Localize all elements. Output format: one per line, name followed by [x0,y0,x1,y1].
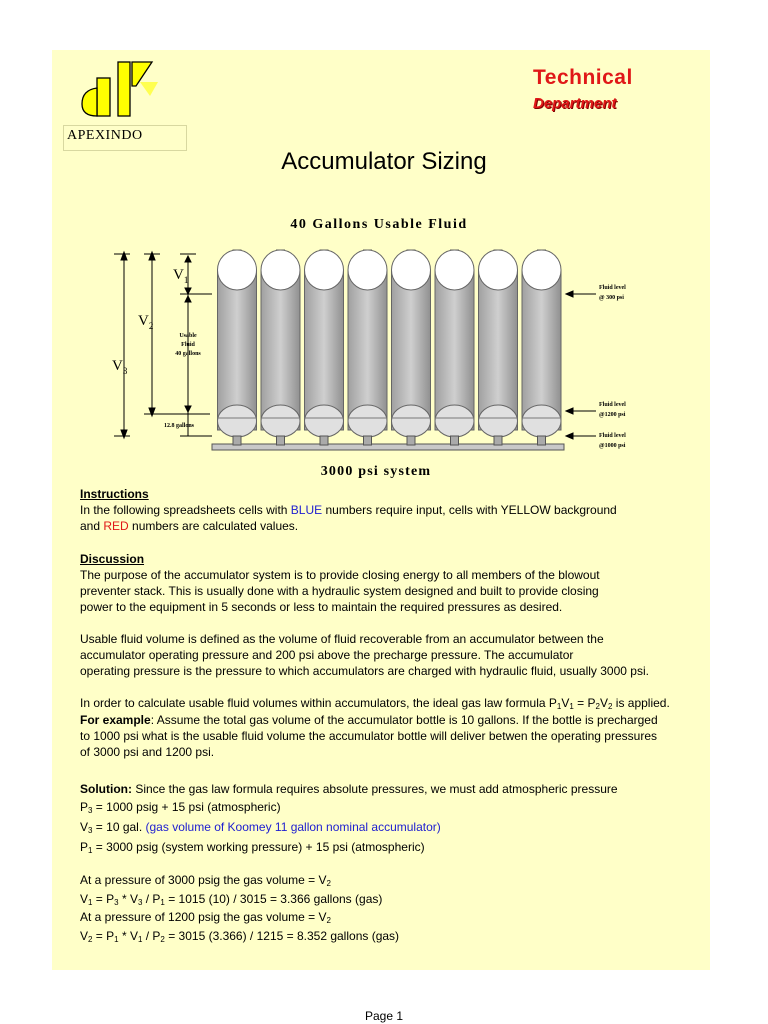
at-3000-line: At a pressure of 3000 psig the gas volume = $V_2$ [80,873,331,888]
p3-line: $P_3 = 1000$ psig + 15 psi (atmospheric) [80,800,281,815]
usable-label-1: Usable [179,333,197,339]
equation-1: $V_1 = P_3 * V_3 / P_1 = 1015$ (10) / 3015 = 3.366 gallons (gas) [80,892,383,907]
accumulator-bottle [261,250,300,445]
page-number: Page 1 [364,1009,404,1023]
solution-line: Solution: Since the gas law formula requires absolute pressures, we must add atmospheric pressure [80,782,618,796]
page-title: Accumulator Sizing [281,148,487,175]
accumulator-bottle [392,250,431,445]
discussion-p2-line-3: operating pressure is the pressure to which accumulators are charged with hydraulic fluid, usually 3000 psi. [80,664,649,678]
technical-label: Technical [533,66,633,89]
accumulator-bottle [435,250,474,445]
example-line-3: of 3000 psi and 1200 psi. [80,745,215,759]
discussion-p2-line-2: accumulator operating pressure and 200 psi above the precharge pressure. The accumulator [80,648,574,662]
fluid-level-1200-label: Fluid level [599,402,626,408]
at-1200-line: At a pressure of 1200 psig the gas volume = $V_2$ [80,910,331,925]
v1-label: $V_1$ [173,267,189,285]
discussion-p1-line-3: power to the equipment in 5 seconds or less to maintain the required pressures as desired. [80,600,563,614]
discussion-p1-line-1: The purpose of the accumulator system is to provide closing energy to all members of the blowout [80,568,600,582]
discussion-section [80,551,700,760]
instructions-line-1: In the following spreadsheets cells with BLUE numbers require input, cells with YELLOW background [80,503,617,517]
accumulator-bottle [479,250,518,445]
v3-line: $V_3 = 10$ gal. (gas volume of Koomey 11 gallon nominal accumulator) [80,820,441,835]
small-gallons-label: 12.8 gallons [164,423,195,429]
solution-section [80,781,700,944]
company-name: APEXINDO [67,128,143,143]
example-line-1: For example: Assume the total gas volume of the accumulator bottle is 10 gallons. If the bottle is precharged [80,713,658,727]
discussion-p1-line-2: preventer stack. This is usually done with a hydraulic system designed and built to provide closing [80,584,599,598]
fluid-level-1000-label: Fluid level [599,433,626,439]
fluid-level-1000-psi: @1000 psi [599,443,626,449]
instructions-heading: Instructions [80,487,149,501]
instructions-section [80,486,700,534]
accumulator-diagram [100,240,660,458]
usable-label-2: Fluid [181,342,195,348]
fluid-level-1200-psi: @1200 psi [599,412,626,418]
p1-line: $P_1 = 3000$ psig (system working pressure) + 15 psi (atmospheric) [80,840,425,855]
department-label: Department [533,95,617,112]
accumulator-bottle [305,250,344,445]
diagram-caption: 3000 psi system [320,464,432,479]
gas-law-line: In order to calculate usable fluid volumes within accumulators, the ideal gas law formula $P_1V_1 = P_2V_2$ is applied. [80,696,670,711]
v3-label: $V_3$ [112,358,128,376]
v2-label: $V_2$ [138,313,154,331]
apexindo-logo [80,60,160,122]
accumulator-bottle [348,250,387,445]
fluid-level-300-label: Fluid level [599,285,626,291]
equation-2: $V_2 = P_1 * V_1 / P_2 = 3015$ (3.366) / 1215 = 8.352 gallons (gas) [80,929,400,944]
instructions-line-2: and RED numbers are calculated values. [80,519,299,533]
usable-label-3: 40 gallons [175,351,201,357]
discussion-p2-line-1: Usable fluid volume is defined as the volume of fluid recoverable from an accumulator between the [80,632,604,646]
accumulator-bottle [522,250,561,445]
accumulator-bottle [218,250,257,445]
fluid-level-300-psi: @ 300 psi [599,295,624,301]
example-line-2: to 1000 psi what is the usable fluid volume the accumulator bottle will deliver betwen the operating pressures [80,729,657,743]
manifold-pipe [212,444,564,450]
discussion-heading: Discussion [80,552,145,566]
diagram-title: 40 Gallons Usable Fluid [290,217,468,232]
